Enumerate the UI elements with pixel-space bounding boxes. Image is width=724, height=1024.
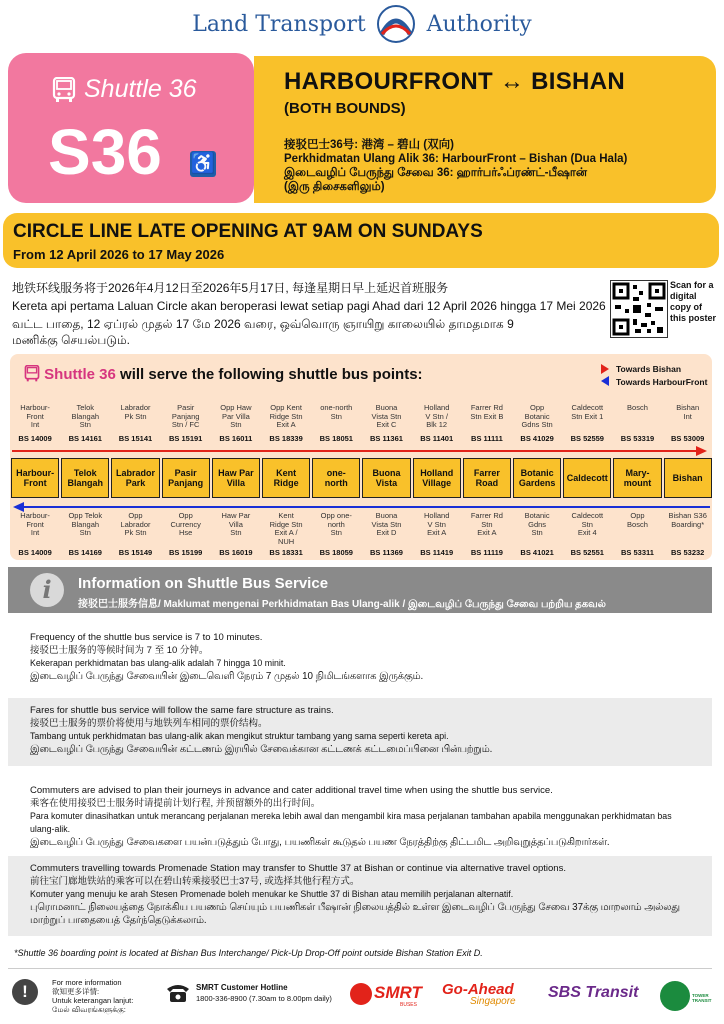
station-box: Harbour- Front xyxy=(11,458,59,498)
info-section-en: Commuters travelling towards Promenade Station may transfer to Shuttle 37 at Bishan or continue via alternative travel options. xyxy=(30,863,566,874)
info-section-en: Fares for shuttle bus service will follow the same fare structure as trains. xyxy=(30,705,334,716)
info-section-ta: புரொமனாட் நிலையத்தை நோக்கிய பயணம் செய்யும் பயணிகள் பீஷான் நிலையத்தில் உள்ள இடைவழிப் பேருந்து சேவை 37க்கு மாறலாம் அல்லது மாற்றுப் பாதையைத் தேர்ந்தெடுக்கலாம். xyxy=(30,902,680,926)
footnote: *Shuttle 36 boarding point is located at Bishan Bus Interchange/ Pick-Up Drop-Off point outside Bishan Station Exit D. xyxy=(14,948,483,958)
stop-bottom-label: Harbour- Front Int xyxy=(20,511,50,537)
announce-ta1: வட்ட பாதை, 12 ஏப்ரல் முதல் 17 மே 2026 வரை, ஒவ்வொரு ஞாயிறு காலையில் தாமதமாக 9 xyxy=(12,317,514,331)
stop-top-label: Buona Vista Stn Exit C xyxy=(371,403,402,429)
info-section-cn: 乘客在使用接驳巴士服务时请提前计划行程, 并预留额外的出行时间。 xyxy=(30,798,321,809)
bus-stop-code-top: BS 18051 xyxy=(319,434,353,443)
bus-stop-code-bottom: BS 11419 xyxy=(420,548,454,557)
station-box: Telok Blangah xyxy=(61,458,109,498)
route-title: HARBOURFRONT ↔ BISHAN xyxy=(284,68,625,95)
bus-stop-code-top: BS 14161 xyxy=(68,434,102,443)
station-box: Botanic Gardens xyxy=(513,458,561,498)
info-section-cn: 接驳巴士服务的等候时间为 7 至 10 分钟。 xyxy=(30,645,209,656)
route-line-ta1: இடைவழிப் பேருந்து சேவை 36: ஹார்பர்ஃப்ரண்ட்-பீஷான் xyxy=(284,167,588,179)
service-badge xyxy=(8,53,254,203)
bus-stop-code-bottom: BS 18331 xyxy=(269,548,303,557)
hotline-number: 1800-336-8900 (7.30am to 8.00pm daily) xyxy=(196,994,332,1003)
stop-top-label: Farrer Rd Stn Exit B xyxy=(470,403,504,421)
bus-stop-code-bottom: BS 18059 xyxy=(319,548,353,557)
announce-ta2: மணிக்கு செயல்படும். xyxy=(12,333,130,347)
route-line-ta2: (இரு திசைகளிலும்) xyxy=(284,181,385,193)
info-section-ta: இடைவழிப் பேருந்து சேவையின் கட்டணம் இரயில் சேவைக்கான கட்டணக் கட்டமைப்பினை பின்பற்றும். xyxy=(30,744,493,755)
wheelchair-accessible-icon: ♿ xyxy=(190,153,216,175)
sbs-transit-logo: SBS Transit xyxy=(548,984,639,1001)
stop-top-label: Bishan Int xyxy=(676,403,700,421)
info-section-cn: 前往宝门廊地铁站的乘客可以在碧山转乘接驳巴士37号, 或选择其他行程方式。 xyxy=(30,876,360,887)
more-info-cn: 欲知更多详情: xyxy=(52,987,100,996)
station-box: Labrador Park xyxy=(111,458,159,498)
info-section xyxy=(8,856,712,936)
more-info-en: For more information xyxy=(52,978,122,987)
station-box: Farrer Road xyxy=(463,458,511,498)
stop-top-label: Opp Haw Par Villa Stn xyxy=(220,403,252,429)
station-box: Bishan xyxy=(664,458,712,498)
banner-title: CIRCLE LINE LATE OPENING AT 9AM ON SUNDAYS xyxy=(13,221,483,242)
stop-top-label: Labrador Pk Stn xyxy=(120,403,151,421)
lta-logo-right-text: Authority xyxy=(426,11,532,37)
bus-icon xyxy=(52,77,76,103)
stop-bottom-label: Holland V Stn Exit A xyxy=(423,511,450,537)
bus-stop-code-bottom: BS 15149 xyxy=(118,548,153,557)
bus-stop-code-bottom: BS 11119 xyxy=(470,548,503,557)
info-section-ms: Komuter yang menuju ke arah Stesen Promenade boleh menukar ke Shuttle 37 di Bishan atau memilih perjalanan alternatif. xyxy=(30,889,514,899)
qr-code-icon xyxy=(611,281,667,337)
stop-bottom-label: Opp one- north Stn xyxy=(320,511,352,537)
info-section xyxy=(8,698,712,766)
station-box: Buona Vista xyxy=(362,458,410,498)
stop-bottom-label: Kent Ridge Stn Exit A / NUH xyxy=(269,511,303,546)
qr-caption: Scan for a digital copy of this poster xyxy=(670,280,717,323)
bus-stop-code-bottom: BS 14009 xyxy=(18,548,52,557)
stop-top-label: Holland V Stn / Blk 12 xyxy=(423,403,450,429)
stop-top-label: Pasir Panjang Stn / FC xyxy=(171,403,200,429)
stop-top-label: Harbour- Front Int xyxy=(20,403,50,429)
stop-top-label: Opp Kent Ridge Stn Exit A xyxy=(269,403,303,429)
legend-towards-bishan: Towards Bishan xyxy=(616,364,682,374)
exclamation-icon: ! xyxy=(12,979,38,1005)
direction-legend-arrows xyxy=(597,363,613,387)
arrow-left-blue-icon xyxy=(601,376,609,386)
station-box: Mary- mount xyxy=(613,458,661,498)
stop-bottom-label: Opp Telok Blangah Stn xyxy=(68,511,103,537)
info-section xyxy=(8,778,712,848)
goahead-logo-text: Go-Ahead xyxy=(442,981,514,998)
stop-bottom-label: Opp Currency Hse xyxy=(170,511,201,537)
bus-stop-code-top: BS 41029 xyxy=(520,434,554,443)
station-box: Kent Ridge xyxy=(262,458,310,498)
info-header xyxy=(8,567,712,613)
bus-stop-code-bottom: BS 15199 xyxy=(169,548,203,557)
smrt-logo-text: SMRT xyxy=(374,983,422,1002)
stop-bottom-label: Buona Vista Stn Exit D xyxy=(371,511,402,537)
bus-stop-code-bottom: BS 16019 xyxy=(219,548,253,557)
qr-code[interactable] xyxy=(610,280,668,338)
info-title: Information on Shuttle Bus Service xyxy=(78,575,329,592)
route-panel-title-rest: will serve the following shuttle bus points: xyxy=(115,366,423,383)
announce-cn: 地铁环线服务将于2026年4月12日至2026年5月17日, 每逢星期日早上延迟首班服务 xyxy=(12,281,449,295)
bus-stop-code-top: BS 14009 xyxy=(18,434,52,443)
goahead-logo-sub: Singapore xyxy=(470,996,516,1007)
station-box: Pasir Panjang xyxy=(162,458,210,498)
bus-stop-code-bottom: BS 14169 xyxy=(68,548,102,557)
info-section-en: Commuters are advised to plan their journeys in advance and cater additional travel time when using the shuttle bus service. xyxy=(30,785,553,796)
hotline-title: SMRT Customer Hotline xyxy=(196,983,288,992)
info-icon: i xyxy=(30,573,64,607)
info-section-ta: இடைவழிப் பேருந்து சேவையின் இடைவெளி நேரம் 7 முதல் 10 நிமிடங்களாக இருக்கும். xyxy=(30,671,424,682)
arrow-right-red-icon xyxy=(601,364,609,374)
bus-stop-code-bottom: BS 41021 xyxy=(520,548,554,557)
route-line-ms: Perkhidmatan Ulang Alik 36: HarbourFront – Bishan (Dua Hala) xyxy=(284,153,628,165)
tower-transit-logo-icon xyxy=(660,981,690,1011)
stop-top-label: Opp Botanic Gdns Stn xyxy=(521,403,553,429)
goahead-logo xyxy=(442,981,542,1007)
smrt-logo xyxy=(350,983,432,1007)
route-panel-title xyxy=(24,365,423,383)
route-bounds: (BOTH BOUNDS) xyxy=(284,100,406,117)
bus-stop-code-top: BS 53319 xyxy=(620,434,655,443)
stop-top-label: one-north Stn xyxy=(320,403,353,421)
footer xyxy=(8,968,712,1020)
announcement-banner xyxy=(3,213,719,268)
more-info-ms: Untuk keterangan lanjut: xyxy=(52,996,134,1005)
info-section xyxy=(8,625,712,685)
bus-stop-code-top: BS 11111 xyxy=(471,434,503,443)
station-box: one- north xyxy=(312,458,360,498)
lta-logo xyxy=(0,4,724,48)
info-subtitle: 接驳巴士服务信息/ Maklumat mengenai Perkhidmatan Bas Ulang-alik / இடைவழிப் பேருந்து சேவை பற்றிய தகவல் xyxy=(78,599,606,610)
info-section-ms: Tambang untuk perkhidmatan bas ulang-alik akan mengikut struktur tambang yang sama seperti kereta api. xyxy=(30,731,449,741)
info-section-ms: Kekerapan perkhidmatan bas ulang-alik adalah 7 hingga 10 minit. xyxy=(30,658,286,668)
phone-icon xyxy=(165,981,191,1003)
bus-stop-code-bottom: BS 11369 xyxy=(370,548,403,557)
stop-top-label: Telok Blangah Stn xyxy=(71,403,100,429)
stop-top-label: Caldecott Stn Exit 1 xyxy=(571,403,604,421)
bus-stop-code-top: BS 11361 xyxy=(370,434,403,443)
lta-emblem-icon xyxy=(376,4,416,44)
more-info-ta: மேல் விவரங்களுக்கு: xyxy=(52,1005,126,1014)
lta-logo-left-text: Land Transport xyxy=(192,11,366,37)
legend-towards-harbourfront: Towards HarbourFront xyxy=(616,377,708,387)
stop-bottom-label: Haw Par Villa Stn xyxy=(221,511,251,537)
stop-bottom-label: Botanic Gdns Stn xyxy=(524,511,550,537)
banner-dates: From 12 April 2026 to 17 May 2026 xyxy=(13,247,225,262)
bus-stop-code-bottom: BS 52551 xyxy=(570,548,604,557)
bus-stop-code-top: BS 16011 xyxy=(219,434,253,443)
info-section-ms: Para komuter dinasihatkan untuk merancang perjalanan mereka lebih awal dan mengambil kira masa perjalanan tambahan apabila menggunakan perkhidmatan bas ulang-alik. xyxy=(30,811,672,834)
bus-stop-code-top: BS 18339 xyxy=(269,434,303,443)
tower-transit-logo-text: TOWER TRANSIT xyxy=(692,993,712,1003)
bus-stop-code-bottom: BS 53232 xyxy=(671,548,705,557)
service-name: Shuttle 36 xyxy=(84,75,197,103)
bus-stop-code-top: BS 15191 xyxy=(169,434,203,443)
station-box: Holland Village xyxy=(413,458,461,498)
station-box: Caldecott xyxy=(563,458,611,498)
smrt-logo-sub: BUSES xyxy=(400,1002,417,1008)
announce-ms: Kereta api pertama Laluan Circle akan beroperasi lewat setiap pagi Ahad dari 12 April 2026 hingga 17 Mei 2026 xyxy=(12,299,606,313)
service-code: S36 xyxy=(48,116,162,188)
bus-stop-code-bottom: BS 53311 xyxy=(621,548,654,557)
stop-bottom-label: Caldecott Stn Exit 4 xyxy=(571,511,604,537)
info-section-cn: 接驳巴士服务的票价将使用与地铁列车相同的票价结构。 xyxy=(30,718,268,729)
bus-stop-code-top: BS 15141 xyxy=(118,434,153,443)
info-section-en: Frequency of the shuttle bus service is 7 to 10 minutes. xyxy=(30,632,263,643)
bus-stop-code-top: BS 53009 xyxy=(671,434,705,443)
info-section-ta: இடைவழிப் பேருந்து சேவைகளை பயன்படுத்தும் போது, பயணிகள் கூடுதல் பயண நேரத்திற்கு திட்டமிட அறிவுறுத்தப்படுகிறார்கள். xyxy=(30,837,610,848)
station-box: Haw Par Villa xyxy=(212,458,260,498)
stop-bottom-label: Farrer Rd Stn Exit A xyxy=(470,511,503,537)
route-line-cn: 接驳巴士36号: 港湾 – 碧山 (双向) xyxy=(284,139,454,151)
stop-bottom-label: Opp Labrador Pk Stn xyxy=(120,511,151,537)
stop-bottom-label: Bishan S36 Boarding* xyxy=(668,511,707,529)
route-header xyxy=(254,56,716,203)
bus-stop-code-top: BS 11401 xyxy=(420,434,454,443)
route-panel-title-service: Shuttle 36 xyxy=(44,366,116,383)
stop-bottom-label: Opp Bosch xyxy=(627,511,648,529)
bus-small-icon xyxy=(24,365,40,382)
bus-stop-code-top: BS 52559 xyxy=(570,434,604,443)
more-info xyxy=(52,978,133,1014)
stop-top-label: Bosch xyxy=(627,403,648,412)
